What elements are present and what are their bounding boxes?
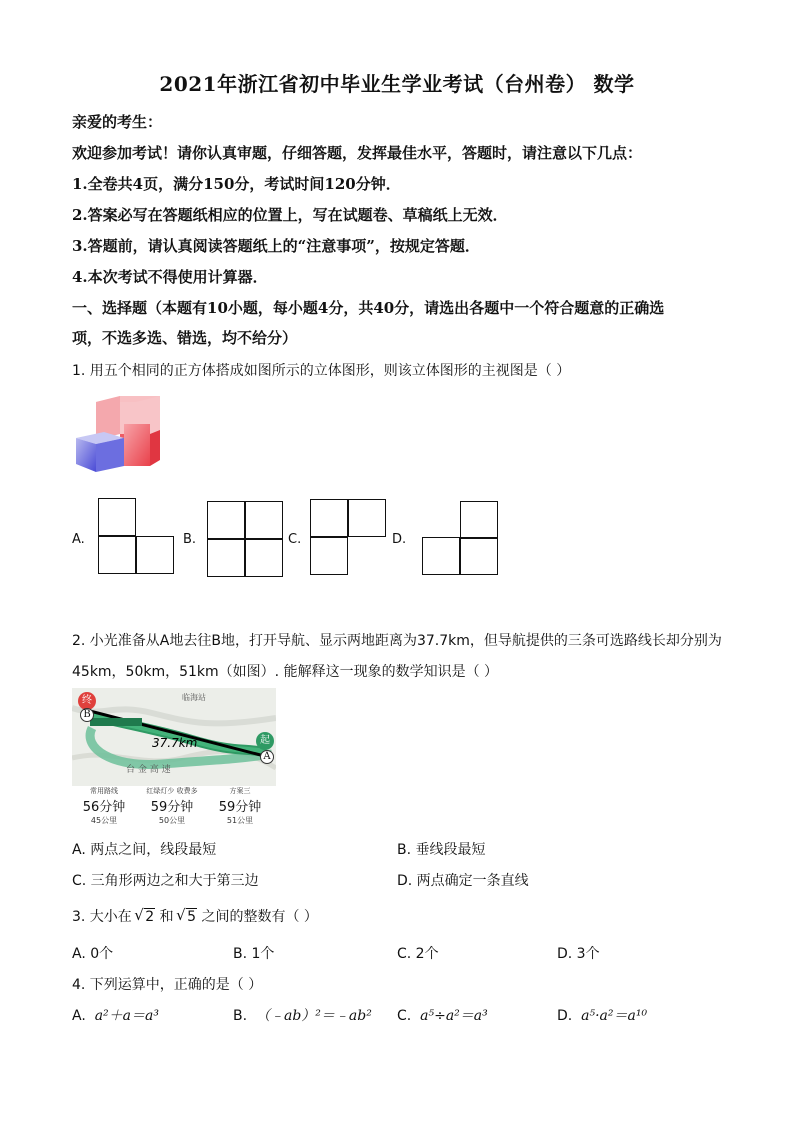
cube-figure — [74, 394, 164, 474]
q2-option-d: D. 两点确定一条直线 — [397, 873, 529, 889]
q1-option-b-label: B. — [183, 532, 197, 547]
note-1: 1.全卷共4页，满分150分，考试时间120分钟． — [72, 175, 401, 193]
q3-option-a: A. 0个 — [72, 946, 114, 962]
question-2-line1: 2. 小光准备从A地去往B地，打开导航、显示两地距离为37.7km，但导航提供的三条可选路线长却分别为 — [72, 633, 722, 649]
route-card[interactable]: 方案三 59分钟 51公里 — [218, 787, 262, 825]
route-card[interactable]: 红绿灯少 收费多 59分钟 50公里 — [146, 787, 198, 825]
q4-option-c: C. a⁵÷a²＝a³ — [397, 1008, 488, 1024]
welcome-text: 欢迎参加考试！请你认真审题，仔细答题，发挥最佳水平，答题时，请注意以下几点： — [72, 144, 643, 162]
road-label: 台 金 高 速 — [126, 765, 171, 775]
greeting: 亲爱的考生： — [72, 113, 163, 131]
q3-option-d: D. 3个 — [557, 946, 600, 962]
question-1: 1. 用五个相同的正方体搭成如图所示的立体图形，则该立体图形的主视图是（ ） — [72, 363, 571, 379]
question-4: 4. 下列运算中，正确的是（ ） — [72, 977, 263, 993]
q4-option-a: A. a²＋a＝a³ — [72, 1008, 159, 1024]
note-3: 3.答题前，请认真阅读答题纸上的“注意事项”，按规定答题． — [72, 237, 480, 255]
q2-option-c: C. 三角形两边之和大于第三边 — [72, 873, 259, 889]
start-marker: 起 — [256, 732, 274, 750]
radicand-2: 5 — [187, 909, 197, 925]
page-title: 2021年浙江省初中毕业生学业考试（台州卷） 数学 — [159, 72, 635, 96]
route-card[interactable]: 常用路线 56分钟 45公里 — [82, 787, 126, 825]
q4-option-d: D. a⁵·a²＝a¹⁰ — [557, 1008, 648, 1024]
navigation-map — [72, 688, 276, 786]
q4-option-b: B. （﹣ab）²＝﹣ab² — [233, 1008, 372, 1024]
end-marker: 终 — [78, 692, 96, 710]
point-b-label: B — [80, 708, 94, 722]
q1-option-a-label: A. — [72, 532, 85, 547]
note-4: 4.本次考试不得使用计算器． — [72, 268, 268, 286]
point-a-label: A — [260, 750, 274, 764]
radicand-1: 2 — [145, 909, 155, 925]
station-label: 临海站 — [182, 693, 206, 702]
section-heading-line1: 一、选择题（本题有10小题，每小题4分，共40分，请选出各题中一个符合题意的正确选 — [72, 299, 665, 317]
q3-option-b: B. 1个 — [233, 946, 275, 962]
q1-option-d-label: D. — [392, 532, 407, 547]
question-3: 3. 大小在 √ 2 和 √ 5 之间的整数有（ ） — [72, 906, 318, 926]
route-list — [72, 786, 276, 826]
q2-option-a: A. 两点之间，线段最短 — [72, 842, 217, 858]
q3-option-c: C. 2个 — [397, 946, 439, 962]
section-heading-line2: 项，不选多选、错选，均不给分） — [72, 329, 298, 347]
note-2: 2.答案必写在答题纸相应的位置上，写在试题卷、草稿纸上无效． — [72, 206, 508, 224]
distance-label: 37.7km — [152, 736, 198, 750]
q2-option-b: B. 垂线段最短 — [397, 842, 486, 858]
question-2-line2: 45km，50km，51km（如图）. 能解释这一现象的数学知识是（ ） — [72, 664, 499, 680]
q1-option-c-label: C. — [288, 532, 302, 547]
